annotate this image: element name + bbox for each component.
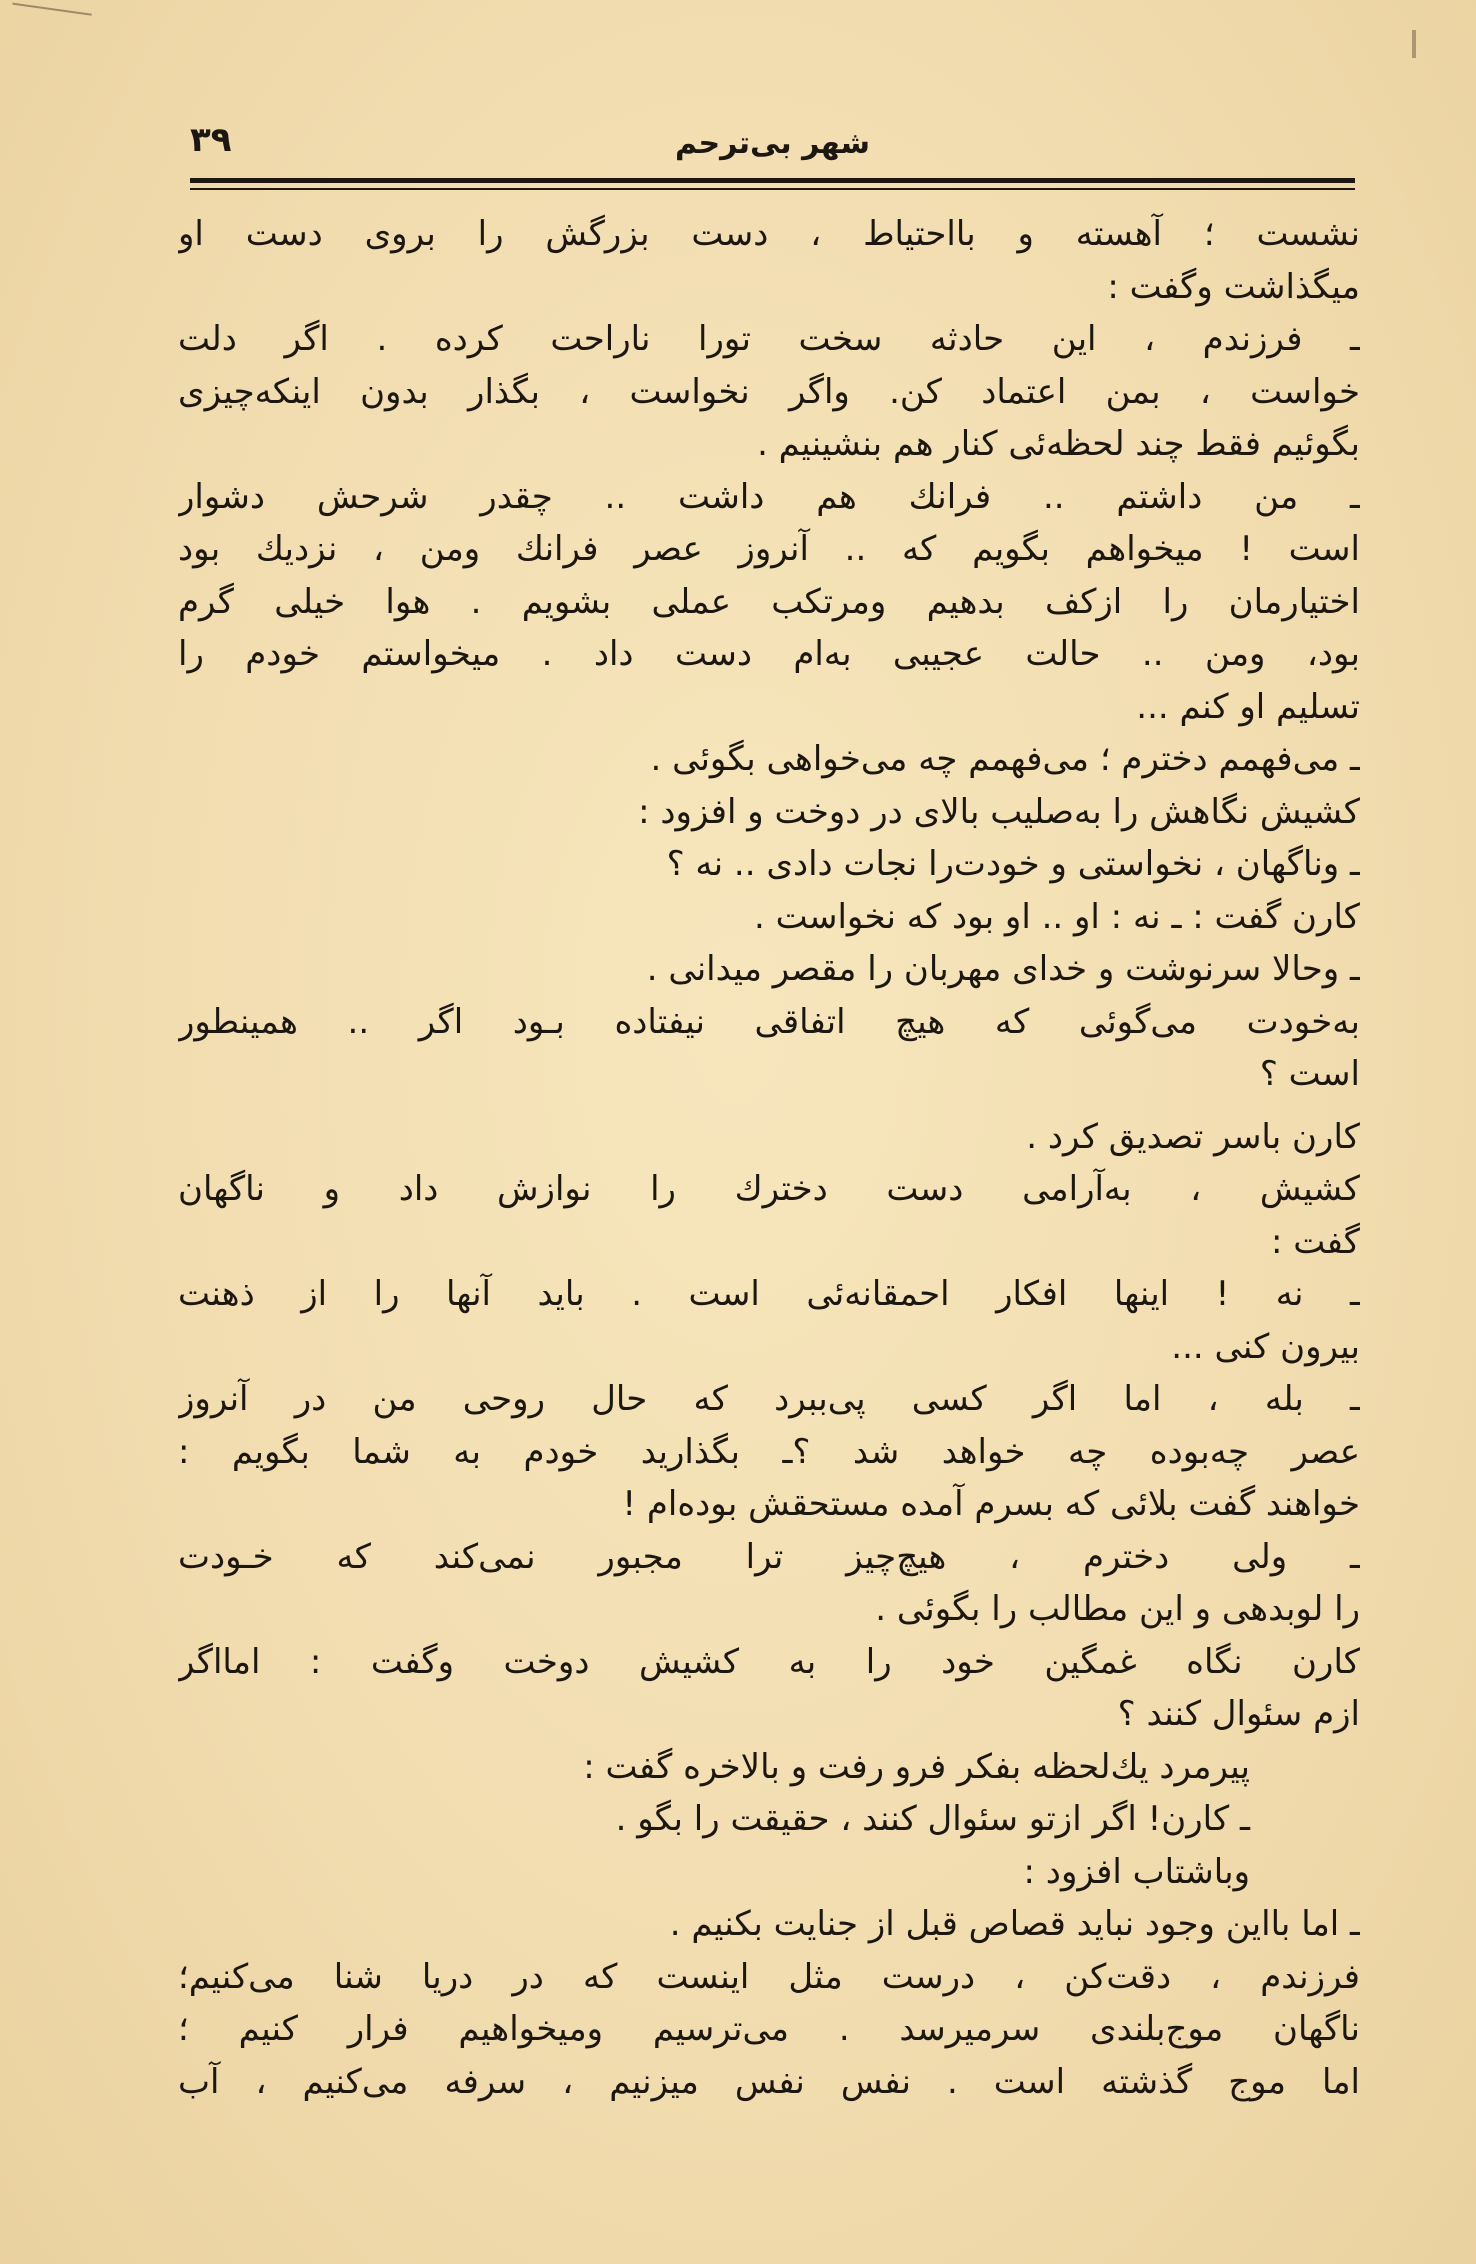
text-line: گفت : bbox=[1270, 1221, 1360, 1262]
text-line: ـ بله ، اما اگر کسی پی‌ببرد که حال روحی من در آنروز bbox=[178, 1379, 1360, 1419]
text-line: میگذاشت وگفت : bbox=[1107, 266, 1360, 307]
header-rule-thick bbox=[190, 178, 1355, 183]
text-line: کارن نگاه غمگین خود را به کشیش دوخت وگفت : امااگر bbox=[178, 1641, 1360, 1682]
text-line: ـ وحالا سرنوشت و خدای مهربان را مقصر میدانی . bbox=[646, 949, 1360, 989]
text-line: کشیش ، به‌آرامی دست دخترك را نوازش داد و ناگهان bbox=[178, 1169, 1360, 1209]
text-line: به‌خودت می‌گوئی که هیچ اتفاقی نیفتاده بـود اگر .. همینطور bbox=[178, 1001, 1360, 1042]
body-text bbox=[178, 208, 1360, 2108]
page-header bbox=[190, 120, 1355, 170]
text-line: تسلیم او کنم ... bbox=[1136, 686, 1360, 727]
text-line: کارن گفت : ـ نه : او .. او بود که نخواست . bbox=[754, 896, 1360, 937]
text-line: ازم سئوال کنند ؟ bbox=[1117, 1694, 1360, 1734]
text-line: نشست ؛ آهسته و بااحتیاط ، دست بزرگش را بروی دست او bbox=[178, 214, 1360, 254]
text-line: بود، ومن .. حالت عجیبی به‌ام دست داد . میخواستم خودم را bbox=[178, 634, 1360, 674]
text-line: وباشتاب افزود : bbox=[1023, 1851, 1250, 1892]
text-line: ـ کارن! اگر ازتو سئوال کنند ، حقیقت را بگو . bbox=[615, 1799, 1250, 1839]
text-line: اما موج گذشته است . نفس نفس میزنیم ، سرفه می‌کنیم ، آب bbox=[178, 2061, 1360, 2102]
text-line: خواهند گفت بلائی که بسرم آمده مستحقش بوده‌ام ! bbox=[622, 1484, 1360, 1524]
text-line: ـ می‌فهمم دخترم ؛ می‌فهمم چه می‌خواهی بگوئی . bbox=[650, 739, 1360, 779]
text-line: پیرمرد یك‌لحظه بفکر فرو رفت و بالاخره گفت : bbox=[583, 1746, 1250, 1787]
text-line: را لوبدهی و این مطالب را بگوئی . bbox=[875, 1589, 1360, 1629]
text-line: عصر چه‌بوده چه خواهد شد ؟ـ بگذارید خودم به شما بگویم : bbox=[178, 1431, 1360, 1472]
header-rule-thin bbox=[190, 188, 1355, 190]
text-line: ـ اما بااین وجود نباید قصاص قبل از جنایت بکنیم . bbox=[669, 1904, 1360, 1944]
text-line: است ؟ bbox=[1259, 1054, 1360, 1094]
text-line: ـ فرزندم ، این حادثه سخت تورا ناراحت کرده . اگر دلت bbox=[178, 319, 1360, 359]
text-line: خواست ، بمن اعتماد کن. واگر نخواست ، بگذار بدون اینکه‌چیزی bbox=[178, 371, 1360, 412]
running-title: شهر بی‌ترحم bbox=[674, 126, 871, 161]
text-line: است ! میخواهم بگویم که .. آنروز عصر فرانك ومن ، نزدیك بود bbox=[178, 529, 1360, 569]
page-number: ۳۹ bbox=[190, 120, 232, 160]
text-line: بگوئیم فقط چند لحظه‌ئی کنار هم بنشینیم . bbox=[757, 424, 1360, 464]
text-line: اختیارمان را ازکف بدهیم ومرتکب عملی بشویم . هوا خیلی گرم bbox=[178, 581, 1360, 622]
text-line: ـ نه ! اینها افکار احمقانه‌ئی است . باید آنها را از ذهنت bbox=[178, 1274, 1360, 1314]
text-line: ـ وناگهان ، نخواستی و خودت‌را نجات دادی .. نه ؟ bbox=[666, 844, 1360, 884]
text-line: ـ من داشتم .. فرانك هم داشت .. چقدر شرحش دشوار bbox=[178, 476, 1360, 517]
text-line: کارن باسر تصدیق کرد . bbox=[1026, 1116, 1360, 1157]
text-line: فرزندم ، دقت‌کن ، درست مثل اینست که در دریا شنا می‌کنیم؛ bbox=[178, 1956, 1360, 1997]
text-line: بیرون کنی ... bbox=[1171, 1326, 1360, 1367]
text-line: کشیش نگاهش را به‌صلیب بالای در دوخت و افزود : bbox=[638, 791, 1360, 832]
corner-pen-mark bbox=[8, 3, 92, 46]
text-line: ـ ولی دخترم ، هیچ‌چیز ترا مجبور نمی‌کند که خـودت bbox=[178, 1536, 1360, 1577]
corner-pen-mark-right bbox=[1412, 30, 1416, 58]
text-line: ناگهان موج‌بلندی سرمیرسد . می‌ترسیم ومیخواهیم فرار کنیم ؛ bbox=[178, 2009, 1360, 2049]
